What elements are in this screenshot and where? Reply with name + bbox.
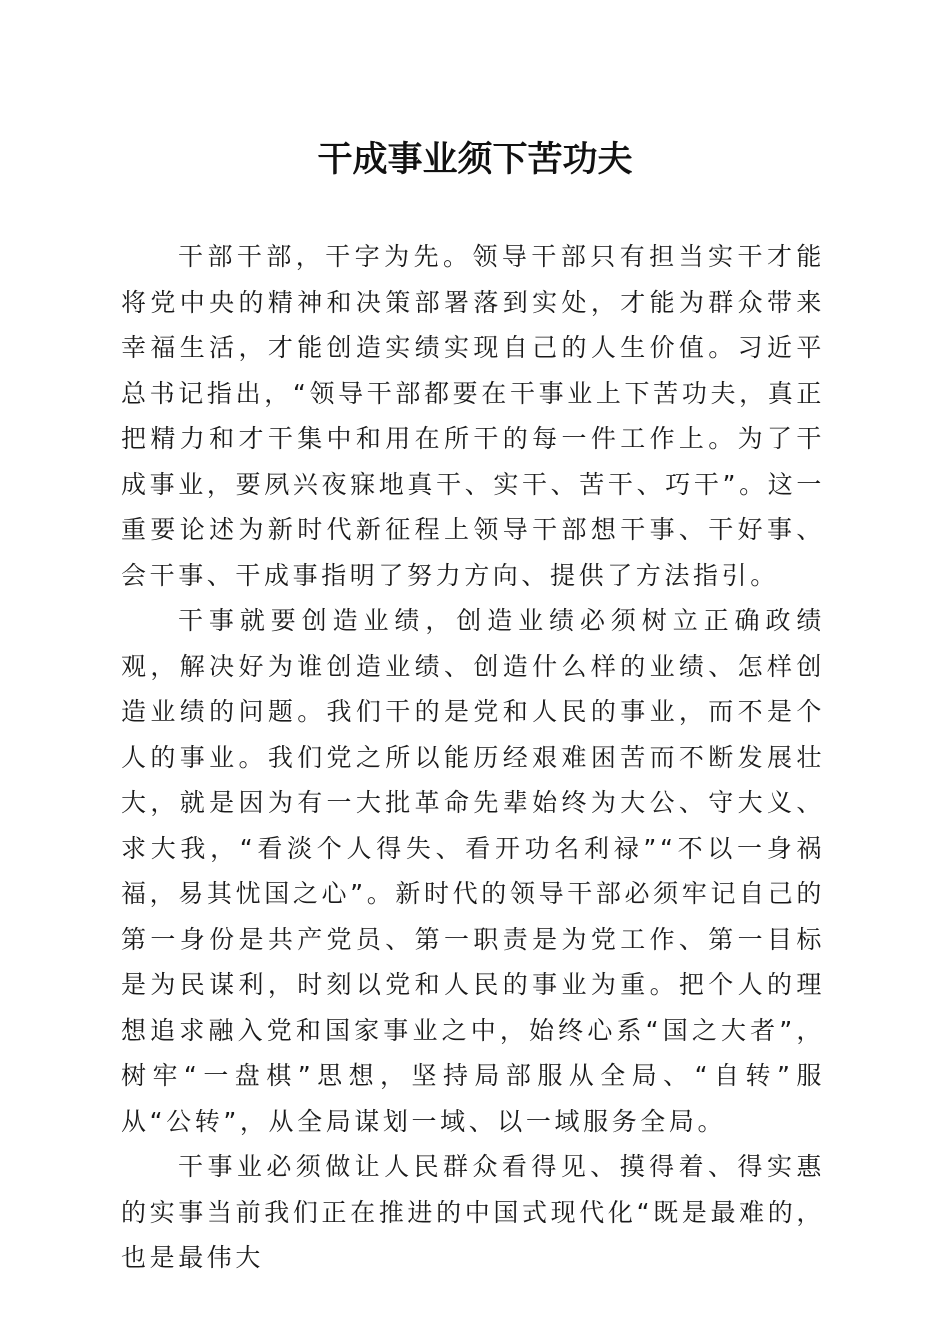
paragraph-1: 干部干部，干字为先。领导干部只有担当实干才能将党中央的精神和决策部署落到实处，才能为群众带来幸福生活，才能创造实绩实现自己的人生价值。习近平总书记指出，“领导干部都要在干事业上下苦功夫，真正把精力和才干集中和用在所干的每一件工作上。为了干成事业，要夙兴夜寐地真干、实干、苦干、巧干”。这一重要论述为新时代新征程上领导干部想干事、干好事、会干事、干成事指明了努力方向、提供了方法指引。 bbox=[121, 242, 825, 590]
paragraph-2: 干事就要创造业绩，创造业绩必须树立正确政绩观，解决好为谁创造业绩、创造什么样的业绩、怎样创造业绩的问题。我们干的是党和人民的事业，而不是个人的事业。我们党之所以能历经艰难困苦而不断发展壮大，就是因为有一大批革命先辈始终为大公、守大义、求大我，“看淡个人得失、看开功名利禄”“不以一身祸福，易其忧国之心”。新时代的领导干部必须牢记自己的第一身份是共产党员、第一职责是为党工作、第一目标是为民谋利，时刻以党和人民的事业为重。把个人的理想追求融入党和国家事业之中，始终心系“国之大者”，树牢“一盘棋”思想，坚持局部服从全局、“自转”服从“公转”，从全局谋划一域、以一域服务全局。 bbox=[121, 606, 825, 1136]
paragraph-3: 干事业必须做让人民群众看得见、摸得着、得实惠的实事当前我们正在推进的中国式现代化“既是最难的，也是最伟大 bbox=[121, 1152, 825, 1272]
document-title: 干成事业须下苦功夫 bbox=[317, 139, 633, 180]
document-body bbox=[121, 234, 825, 1281]
